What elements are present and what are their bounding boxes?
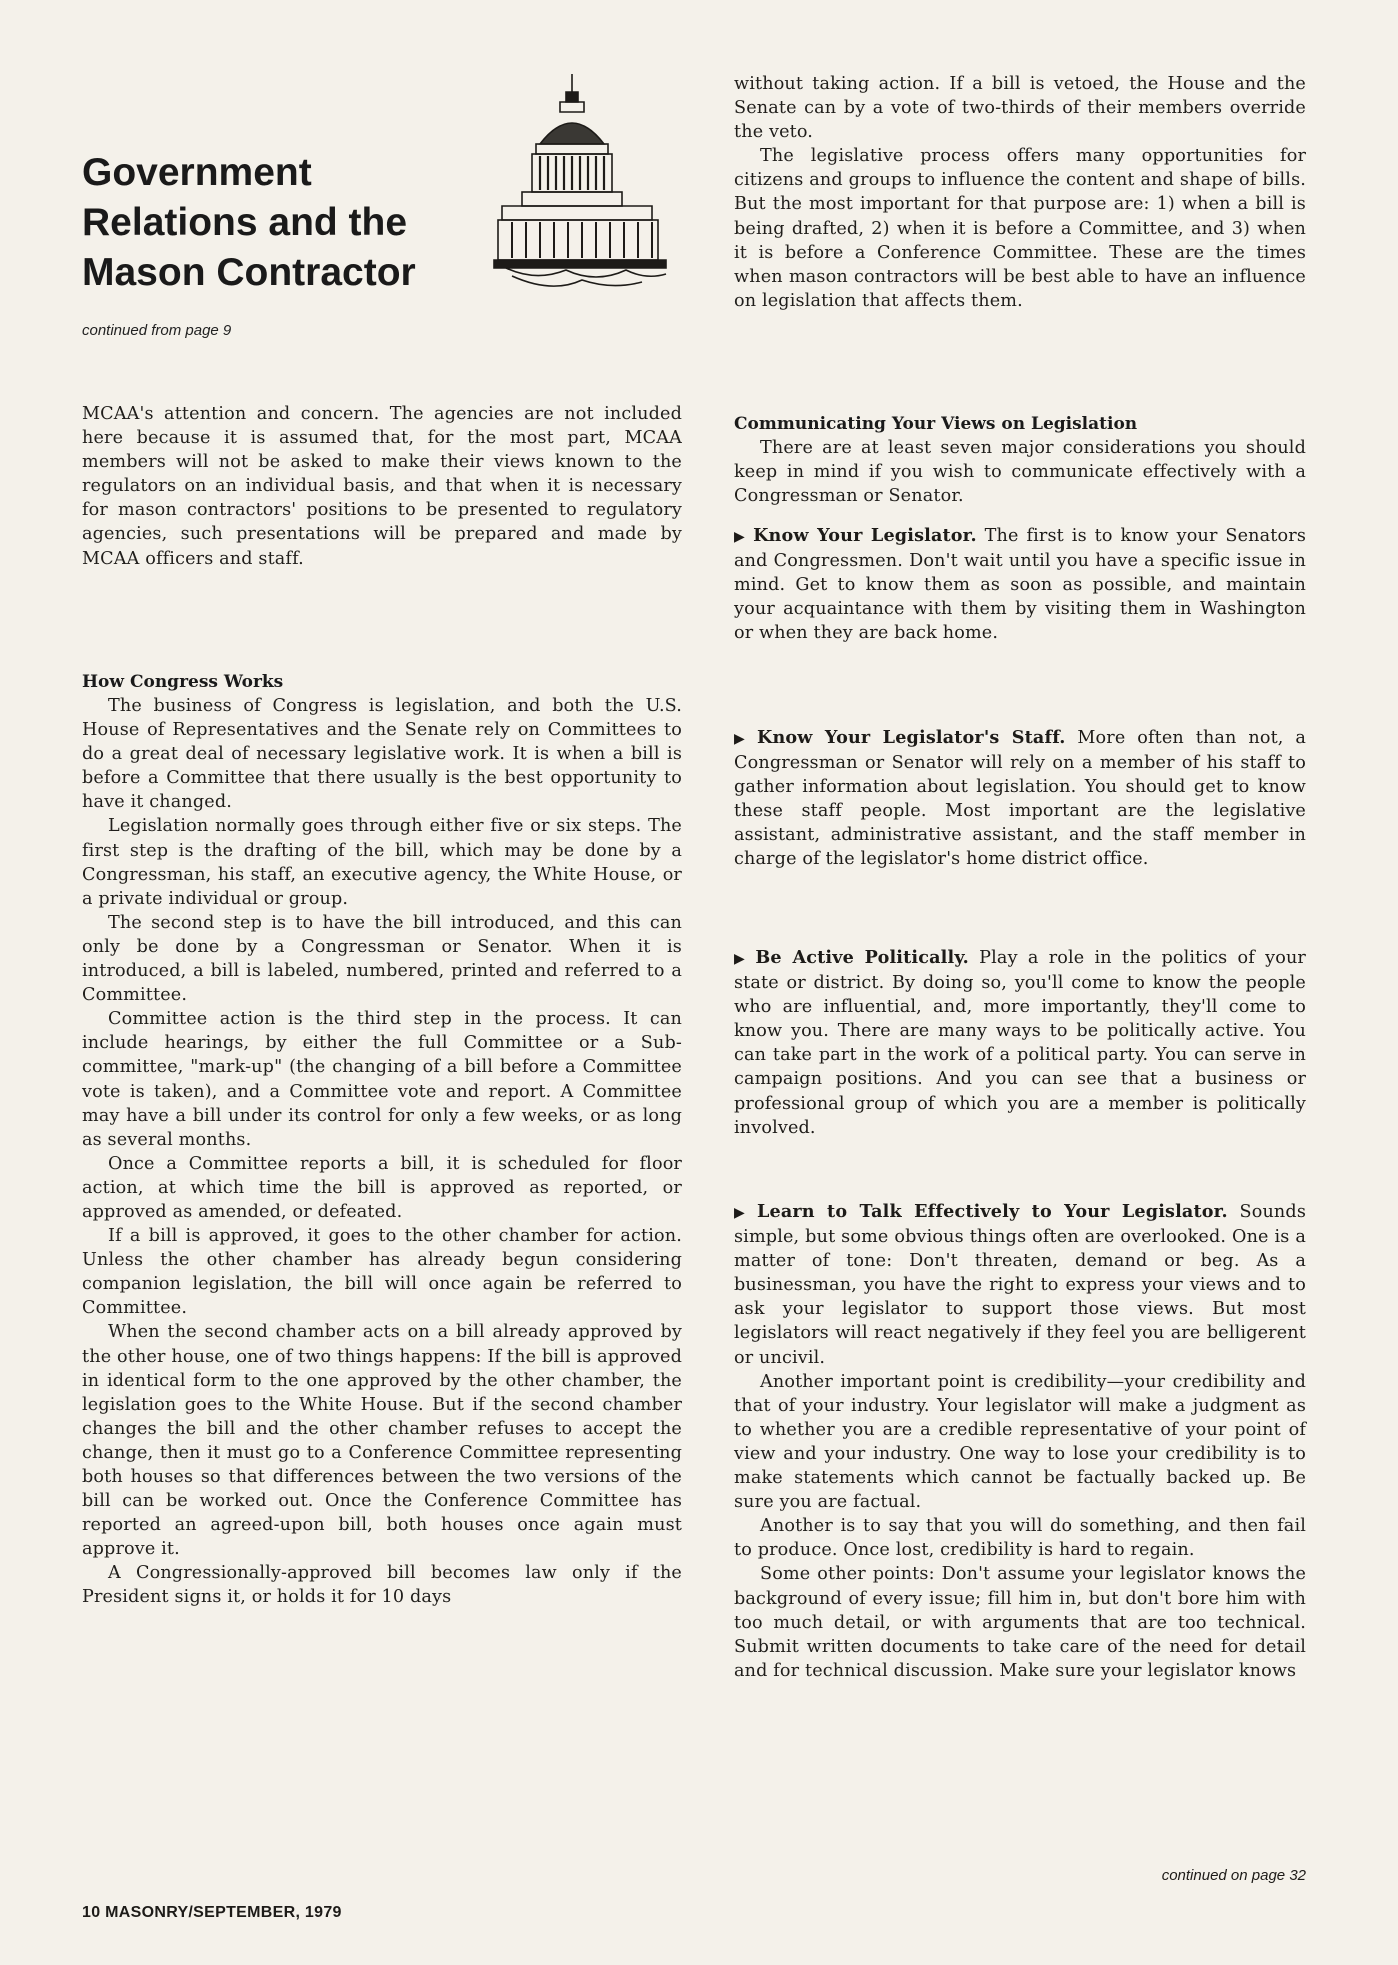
page-folio: 10 MASONRY/SEPTEMBER, 1979	[82, 1904, 342, 1921]
intro-paragraph: MCAA's attention and concern. The agencies are not included here because it is assumed that, for the most part, MCAA members will not be asked to make their views known to the regulators on an individual basis, and that when it is necessary for mason contractors' positions to be presented to regulatory agencies, such presentations will be prepared and made by MCAA officers and staff.	[82, 404, 682, 569]
tip-know-legislator: ▶ Know Your Legislator. The first is to know your Senators and Congressmen. Don't wait until you have a specific issue in mind. Get to know them as soon as possible, and maintain your acquaintance with them by visiting them in Washington or when they are back home.	[734, 525, 1307, 644]
section-intro: There are at least seven major considerations you should keep in mind if you wish to communicate effectively with a Congressman or Senator.	[734, 438, 1306, 507]
article-title: Government Relations and the Mason Contractor	[82, 151, 416, 294]
continued-from-note: continued from page 9	[82, 322, 232, 339]
triangle-right-icon: ▶	[734, 529, 748, 545]
paragraph: without taking action. If a bill is vetoed, the House and the Senate can by a vote of two-thirds of their members override the veto.	[734, 74, 1306, 143]
paragraph: Another is to say that you will do something, and then fail to produce. Once lost, credibility is hard to regain.	[734, 1516, 1306, 1561]
paragraph: The business of Congress is legislation, and both the U.S. House of Representatives and the Senate rely on Committees to do a great deal of necessary legislative work. It is when a bill is before a Committee that there usually is the best opportunity to have it changed.	[82, 696, 682, 813]
paragraph: When the second chamber acts on a bill already approved by the other house, one of two things happens: If the bill is approved in identical form to the one approved by the other chamber, the legislation goes to the White House. But if the second chamber changes the bill and the other chamber refuses to accept the change, then it must go to a Conference Committee representing both houses so that differences between the two versions of the bill can be worked out. Once the Conference Committee has reported an agreed-upon bill, both houses once again must approve it.	[82, 1322, 682, 1560]
paragraph: The second step is to have the bill introduced, and this can only be done by a Congressman or Senator. When it is introduced, a bill is labeled, numbered, printed and referred to a Committee.	[82, 912, 682, 1006]
paragraph: Committee action is the third step in the process. It can include hearings, by either the full Committee or a Sub-committee, "mark-up" (the changing of a bill before a Committee vote is taken), and a Committee vote and report. A Committee may have a bill under its control for only a few weeks, or as long as several months.	[82, 1009, 682, 1150]
triangle-right-icon: ▶	[734, 731, 751, 747]
paragraph: Once a Committee reports a bill, it is scheduled for floor action, at which time the bill is approved as reported, or approved as amended, or defeated.	[82, 1153, 682, 1222]
capitol-dome-icon	[492, 72, 670, 302]
tip-talk-effectively: ▶ Learn to Talk Effectively to Your Legislator. Sounds simple, but some obvious things often are overlooked. One is a matter of tone: Don't threaten, demand or beg. As a businessman, you have the right to express your views and to ask your legislator to support those views. But most legislators will react negatively if they feel you are belligerent or uncivil.	[734, 1201, 1306, 1368]
paragraph: The legislative process offers many opportunities for citizens and groups to influence the content and shape of bills. But the most important for that purpose are: 1) when a bill is being drafted, 2) when it is before a Committee, and 3) when it is before a Conference Committee. These are the times when mason contractors will be best able to have an influence on legislation that affects them.	[734, 146, 1306, 311]
paragraph: A Congressionally-approved bill becomes law only if the President signs it, or holds it for 10 days	[82, 1563, 682, 1608]
paragraph: Legislation normally goes through either five or six steps. The first step is the drafting of the bill, which may be done by a Congressman, his staff, an executive agency, the White House, or a private individual or group.	[82, 816, 682, 909]
paragraph: Some other points: Don't assume your legislator knows the background of every issue; fill him in, but don't bore him with too much detail, or with arguments that are too technical. Submit written documents to take care of the need for detail and for technical discussion. Make sure your legislator knows	[734, 1564, 1306, 1681]
tip-be-active: ▶ Be Active Politically. Play a role in the politics of your state or district. By doing so, you'll come to know the people who are influential, and, more importantly, they'll come to know you. There are many ways to be politically active. You can take part in the work of a political party. You can serve in campaign positions. And you can see that a business or professional group of which you are a member is politically involved.	[734, 947, 1306, 1138]
tip-know-staff: ▶ Know Your Legislator's Staff. More often than not, a Congressman or Senator will rely on a member of his staff to gather information about legislation. You should get to know these staff people. Most important are the legislative assistant, administrative assistant, and the staff member in charge of the legislator's home district office.	[734, 727, 1306, 870]
section-heading-how-congress-works: How Congress Works	[82, 672, 284, 692]
paragraph: If a bill is approved, it goes to the other chamber for action. Unless the other chamber has already begun considering companion legislation, the bill will once again be referred to Committee.	[82, 1226, 682, 1319]
triangle-right-icon: ▶	[734, 1205, 751, 1221]
paragraph: Another important point is credibility—your credibility and that of your industry. Your legislator will make a judgment as to whether you are a credible representative of your point of view and your industry. One way to lose your credibility is to make statements which cannot be factually backed up. Be sure you are factual.	[734, 1371, 1306, 1513]
section-heading-communicating: Communicating Your Views on Legislation	[734, 414, 1138, 434]
triangle-right-icon: ▶	[734, 951, 750, 967]
continued-on-note: continued on page 32	[1161, 1867, 1306, 1884]
